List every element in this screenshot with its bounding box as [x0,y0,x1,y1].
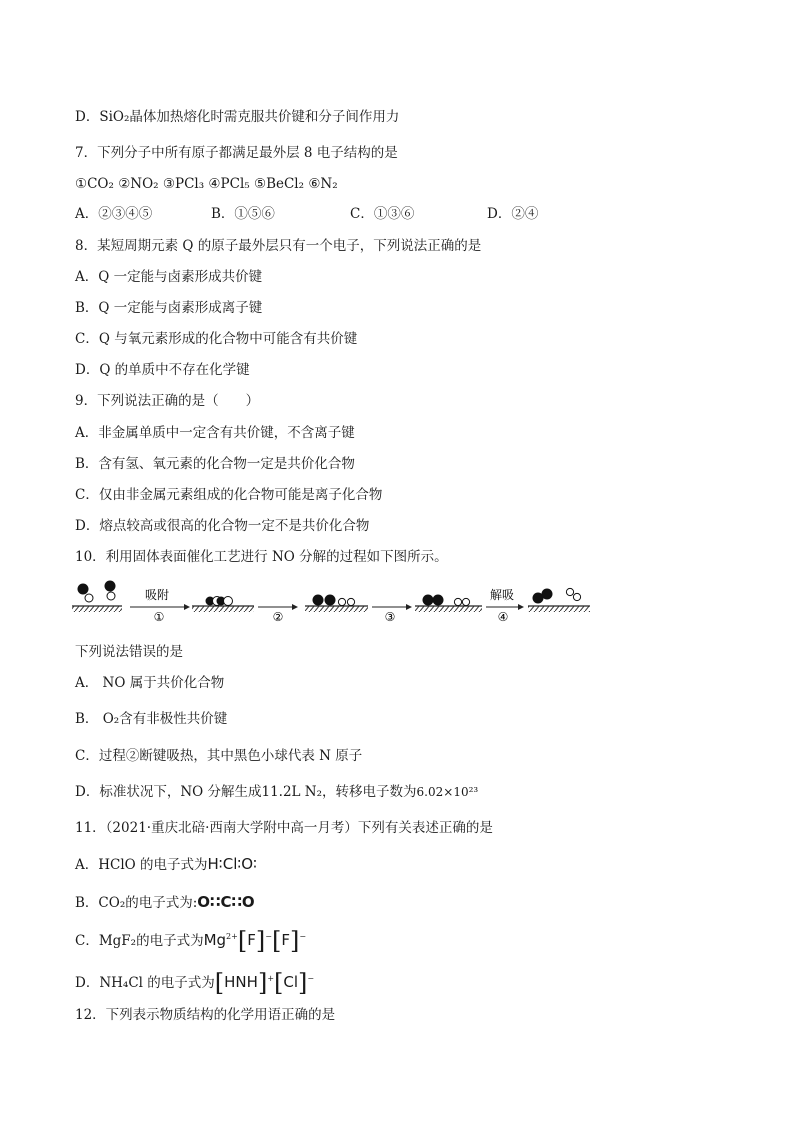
step-4-label: ④ [497,610,509,624]
f-symbol: F [247,931,256,949]
bracket-left: [ [271,927,282,955]
q9-option-c: C．仅由非金属元素组成的化合物可能是离子化合物 [75,487,383,503]
q7-option-c: C．①③⑥ [350,206,415,222]
q11-option-c-text: C．MgF₂的电子式为 [75,933,204,949]
q8-option-c: C．Q 与氧元素形成的化合物中可能含有共价键 [75,331,358,347]
bracket-right: ] [289,927,300,955]
q7-option-b: B．①⑤⑥ [211,206,275,222]
adsorb-label: 吸附 [144,588,170,602]
question-12: 12．下列表示物质结构的化学用语正确的是 [75,1007,336,1023]
q8-option-d: D．Q 的单质中不存在化学键 [75,362,250,378]
q10-option-c: C．过程②断键吸热，其中黑色小球代表 N 原子 [75,748,363,764]
q10-option-d [75,783,478,801]
surface-4 [415,606,482,612]
q7-option-d: D．②④ [487,206,539,222]
bracket-right: ] [257,969,268,997]
surface-1 [72,606,122,612]
question-7: 7．下列分子中所有原子都满足最外层 8 电子结构的是 [75,145,398,161]
arrow-step-2 [258,604,298,624]
bracket-left: [ [237,927,248,955]
cl-symbol: Cl [283,973,299,991]
question-9: 9．下列说法正确的是（ ） [75,393,260,409]
step-3-label: ③ [384,610,396,624]
q8-option-b: B．Q 一定能与卤素形成离子键 [75,300,263,316]
f-symbol: F [281,931,290,949]
arrow-step-4 [486,588,524,624]
q11-option-c [75,927,307,955]
q11-option-a [75,855,257,874]
f-charge: − [265,932,272,941]
mgf2-mg-charge: 2+ [226,932,238,941]
co2-electron-formula: O∷C∷O [197,893,255,911]
q9-option-d: D．熔点较高或很高的化合物一定不是共价化合物 [75,518,370,534]
arrow-step-1 [130,588,190,624]
nh4-h: H [224,973,236,991]
option-d-sio2: D．SiO₂晶体加热熔化时需克服共价键和分子间作用力 [75,109,400,125]
surface-3 [305,606,368,612]
dissociated-atoms [313,595,355,606]
step-2-label: ② [272,610,284,624]
nh4-h: H [246,973,258,991]
desorb-label: 解吸 [489,588,515,602]
q11-option-d-text: D．NH₄Cl 的电子式为 [75,975,215,991]
f-charge: − [299,932,307,941]
no-decomposition-diagram [70,575,600,625]
recombined-molecules [423,595,470,606]
question-7-items: ①CO₂ ②NO₂ ③PCl₃ ④PCl₅ ⑤BeCl₂ ⑥N₂ [75,176,338,192]
bracket-right: ] [298,969,308,997]
q9-option-b: B．含有氢、氧元素的化合物一定是共价化合物 [75,456,355,472]
nh4-n: N [235,973,247,991]
cl-charge: − [307,974,315,983]
question-7-options [75,205,538,223]
no-molecules-stage-1 [78,581,116,603]
adsorbed-molecules [206,597,233,606]
bracket-left: [ [214,969,225,997]
surface-5 [528,606,590,612]
q11-option-d [75,969,315,997]
bracket-right: ] [255,927,266,955]
q11-option-b [75,893,255,912]
q8-option-a: A．Q 一定能与卤素形成共价键 [75,269,263,285]
q10-option-b: B． O₂含有非极性共价键 [75,711,228,727]
step-1-label: ① [153,610,165,624]
q10-option-d-value: 6.02×10²³ [416,785,479,799]
q11-option-a-text: A．HClO 的电子式为 [75,857,208,873]
q10-stem: 下列说法错误的是 [75,644,183,660]
q10-option-a: A． NO 属于共价化合物 [75,675,225,691]
nh4-charge: + [267,974,275,983]
bracket-left: [ [274,969,284,997]
question-8: 8．某短周期元素 Q 的原子最外层只有一个电子，下列说法正确的是 [75,238,482,254]
q10-option-d-text: D．标准状况下，NO 分解生成11.2L N₂，转移电子数为 [75,784,417,800]
q7-option-a: A．②③④⑤ [75,206,153,222]
q11-option-b-text: B．CO₂的电子式为: [75,895,198,911]
mgf2-mg: Mg [203,931,227,949]
question-10: 10．利用固体表面催化工艺进行 NO 分解的过程如下图所示。 [75,549,448,565]
hclo-electron-formula: H∶Cl∶O∶ [207,855,257,873]
question-11: 11．（2021·重庆北碚·西南大学附中高一月考）下列有关表述正确的是 [75,820,493,836]
arrow-step-3 [372,604,412,624]
surface-2 [192,606,254,612]
desorbed-molecules [533,588,581,603]
q9-option-a: A．非金属单质中一定含有共价键，不含离子键 [75,425,355,441]
